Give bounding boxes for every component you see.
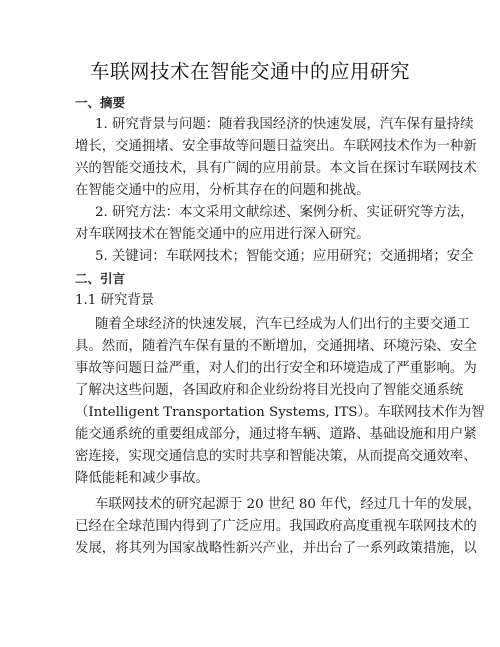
intro-p1-line-8: 降低能耗和减少事故。 [75,471,209,486]
abstract-keywords-line: 5. 关键词：车联网技术；智能交通；应用研究；交通拥堵；安全 [95,249,474,264]
intro-p1-line-6: 能交通系统的重要组成部分，通过将车辆、道路、基础设施和用户紧 [75,427,477,442]
abstract-p1-line-4: 在智能交通中的应用，分析其存在的问题和挑战。 [75,183,370,198]
abstract-p2-line-1: 2. 研究方法：本文采用文献综述、案例分析、实证研究等方法， [95,205,474,220]
document-title: 车联网技术在智能交通中的应用研究 [89,60,410,83]
intro-p1-line-2: 具。然而，随着汽车保有量的不断增加，交通拥堵、环境污染、安全 [75,339,477,354]
abstract-p2-line-2: 对车联网技术在智能交通中的应用进行深入研究。 [75,227,370,242]
intro-p2-line-1: 车联网技术的研究起源于 20 世纪 80 年代，经过几十年的发展， [95,497,481,512]
abstract-p1-line-2: 增长，交通拥堵、安全事故等问题日益突出。车联网技术作为一种新 [75,139,477,154]
abstract-heading: 一、摘要 [75,95,126,110]
intro-p1-line-1: 随着全球经济的快速发展，汽车已经成为人们出行的主要交通工 [95,317,470,332]
intro-p1-line-7: 密连接，实现交通信息的实时共享和智能决策，从而提高交通效率、 [75,449,477,464]
abstract-p1-line-1: 1. 研究背景与问题：随着我国经济的快速发展，汽车保有量持续 [95,117,474,132]
intro-heading: 二、引言 [75,271,126,286]
intro-p1-line-4: 了解决这些问题，各国政府和企业纷纷将目光投向了智能交通系统 [75,383,464,398]
abstract-p1-line-3: 兴的智能交通技术，具有广阔的应用前景。本文旨在探讨车联网技术 [75,161,477,176]
intro-p2-line-3: 发展，将其列为国家战略性新兴产业，并出台了一系列政策措施，以 [75,541,477,556]
intro-subheading: 1.1 研究背景 [75,293,155,308]
intro-p2-line-2: 已经在全球范围内得到了广泛应用。我国政府高度重视车联网技术的 [75,519,477,534]
intro-p1-line-3: 事故等问题日益严重，对人们的出行安全和环境造成了严重影响。为 [75,361,477,376]
intro-p1-line-5: （Intelligent Transportation Systems, ITS）。车联网技术作为智 [75,405,485,420]
